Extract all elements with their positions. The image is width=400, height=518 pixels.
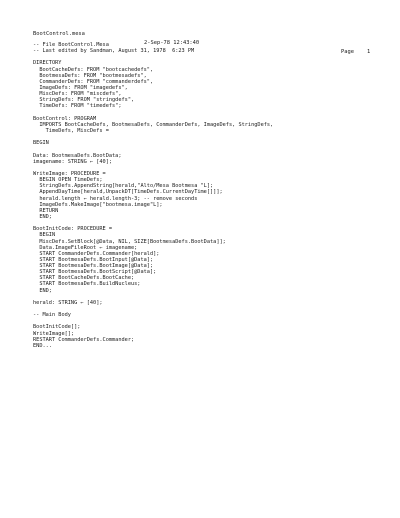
code-line: START BootmesaDefs.BootImage[@Data]; (33, 263, 154, 270)
code-line: END; (33, 287, 52, 294)
header-page-number: Page 1 (341, 49, 371, 55)
code-line: IMPORTS BootCacheDefs, BootmesaDefs, CommanderDefs, ImageDefs, StringDefs, (33, 121, 274, 128)
code-line: BootCacheDefs: FROM "bootcachedefs", (33, 66, 154, 73)
code-line: END; (33, 213, 52, 220)
code-line: ImageDefs.MakeImage["bootmesa.image"L]; (33, 201, 163, 208)
code-line: CommanderDefs: FROM "commanderdefs", (33, 78, 154, 85)
header-filename: BootControl.mesa (33, 31, 85, 37)
code-line: -- File BootControl.Mesa (33, 42, 109, 48)
code-line: START BootmesaDefs.BootInput[@Data]; (33, 256, 154, 263)
code-line: BootInitCode[]; (33, 324, 81, 331)
code-line: Data.ImageFileRoot ← imagename; (33, 244, 138, 251)
code-line: BEGIN (33, 232, 56, 239)
code-line: imagename: STRING ← [40]; (33, 158, 113, 165)
code-line: START BootmesaDefs.BootScript[@Data]; (33, 269, 157, 276)
code-line: TimeDefs, MiscDefs = (33, 127, 109, 134)
code-line: RESTART CommanderDefs.Commander; (33, 336, 135, 343)
code-line: START CommanderDefs.Commander[herald]; (33, 250, 160, 257)
code-line: Data: BootmesaDefs.BootData; (33, 152, 122, 159)
code-line: BEGIN (33, 140, 49, 147)
code-line: herald: STRING ← [40]; (33, 299, 103, 306)
code-line: AppendDayTime[herald,UnpackDT[TimeDefs.CurrentDayTime[]]]; (33, 189, 223, 196)
code-line: MiscDefs: FROM "miscdefs", (33, 91, 122, 98)
code-line: MiscDefs.SetBlock[@Data, NIL, SIZE[BootmesaDefs.BootData]]; (33, 238, 226, 245)
code-line: -- Main Body (33, 312, 71, 319)
code-line: DIRECTORY (33, 60, 62, 67)
code-line: RETURN (33, 207, 59, 214)
code-line: WriteImage: PROCEDURE = (33, 170, 106, 177)
code-line: BEGIN OPEN TimeDefs; (33, 177, 103, 184)
code-line: StringDefs: FROM "stringdefs", (33, 97, 135, 104)
code-line: ImageDefs: FROM "imagedefs", (33, 84, 128, 91)
code-line: END... (33, 342, 52, 349)
code-line: BootControl: PROGRAM (33, 115, 97, 122)
code-line: -- Last edited by Sandman, August 31, 1978 6:23 PM (33, 48, 195, 55)
code-line: START BootmesaDefs.BuildNucleus; (33, 281, 141, 288)
code-line: BootmesaDefs: FROM "bootmesadefs", (33, 72, 147, 79)
code-line: WriteImage[]; (33, 330, 75, 337)
code-line: START BootCacheDefs.BootCache; (33, 275, 135, 282)
source-listing (33, 42, 273, 349)
header-timestamp: 2-Sep-78 12:43:40 (144, 40, 200, 46)
code-line: StringDefs.AppendString[herald,"Alto/Mesa Bootmesa "L]; (33, 183, 214, 190)
code-line: BootInitCode: PROCEDURE = (33, 226, 113, 233)
code-line: herald.length ← herald.length-3; -- remove seconds (33, 195, 198, 202)
code-line: TimeDefs: FROM "timedefs"; (33, 103, 122, 110)
